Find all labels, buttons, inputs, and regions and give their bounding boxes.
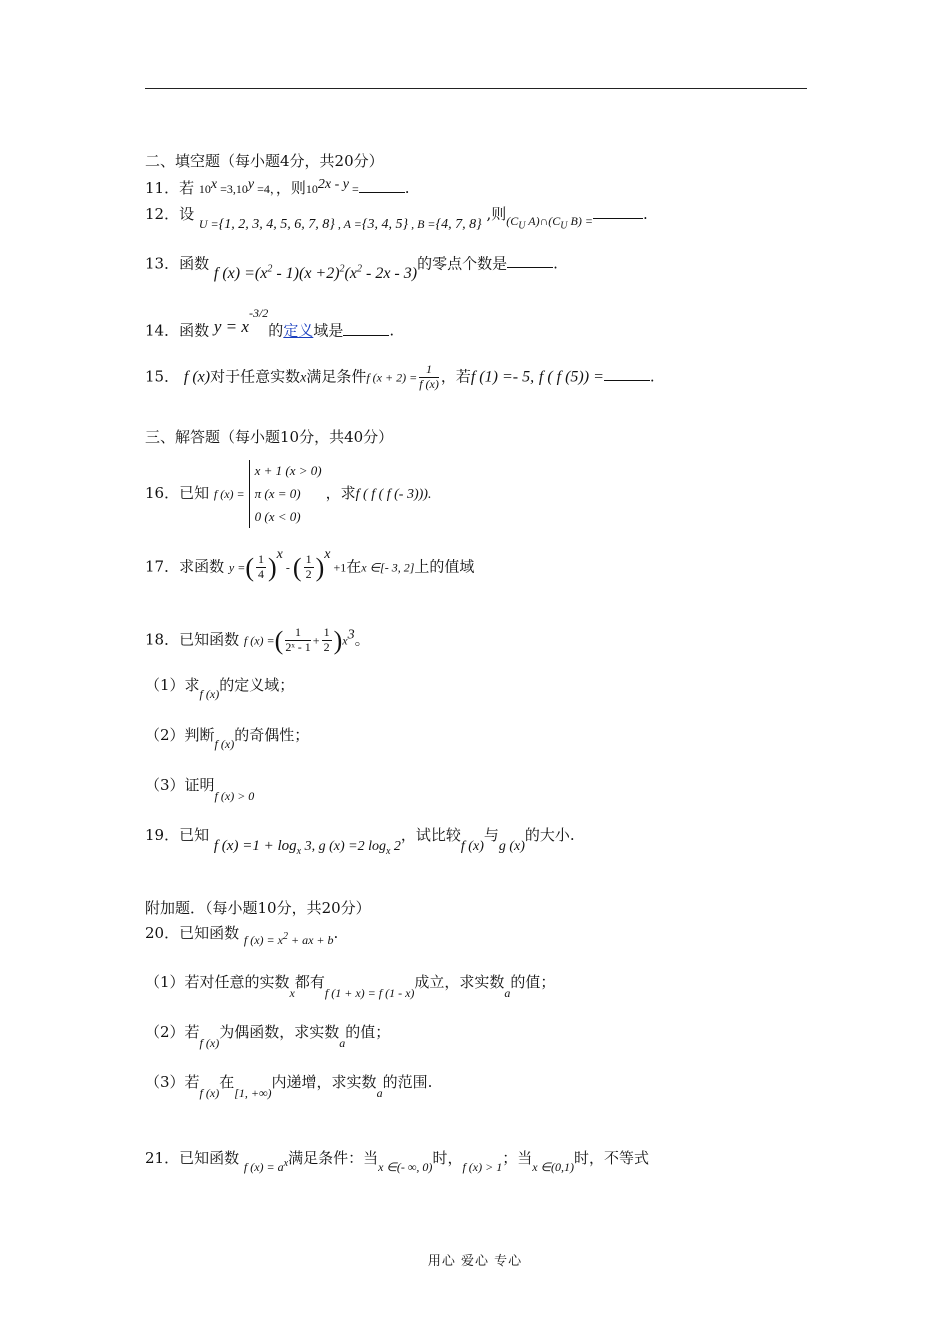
question-20: 20．已知函数 $_{f (x) = x^2 + ax + b}$. [145,924,339,947]
question-21: 21．已知函数 $_{f (x) = a^x}$满足条件：当$_{x \in(- \infty, 0)}$时，$_{f (x) > 1}$；当$_{x \in(0,1)}$时，不等式 [145,1149,650,1174]
question-18-part-2: （2）判断$_{f (x)}$的奇偶性； [145,726,310,751]
question-18: 18．已知函数 f (x) =( $\frac{1}{\text{2ˣ - 1}}$ + $\frac{1}{2}$ )$x^3$。 [145,625,370,655]
question-18-part-1: （1）求$_{f (x)}$的定义域； [145,676,295,701]
section-heading: 附加题．（每小题10分，共20分） [145,899,371,917]
page-footer: 用心 爱心 专心 [427,1254,523,1269]
answer-blank[interactable] [343,323,389,336]
answer-blank[interactable] [507,255,553,268]
question-15: 15． f (x)对于任意实数x满足条件f (x + 2) = $\frac{1}{f (x)}$ ，若f (1) =- 5, f ( f (5)) = . [145,362,655,391]
section-heading: 二、填空题（每小题4分，共20分） [145,152,384,170]
question-14: 14．函数 $y = x^{-3/2}$的定义域是 . [145,306,395,340]
piecewise-cases: x + 1 (x > 0) π (x = 0) 0 (x < 0) [249,460,322,528]
answer-blank[interactable] [604,368,650,381]
answer-blank[interactable] [593,206,643,219]
question-17: 17．求函数 y =( $\frac{1}{4}$ )$^x$ - ( $\frac{1}{2}$ )$^x$ +1在x ∈[- 3, 2]上的值域 [145,546,475,582]
section-heading: 三、解答题（每小题10分，共40分） [145,428,394,446]
definition-link[interactable]: 定义 [283,321,314,340]
question-18-part-3: （3）证明$_{f (x) > 0}$ [145,776,255,803]
question-20-part-1: （1）若对任意的实数$_x$都有$_{f (1 + x) = f (1 - x)}$成立，求实数$_a$的值； [145,973,556,1000]
header-rule [145,88,807,89]
question-11: 11．若 $10^x =3,10^y =4$，，则$10^{2x - y}$ = . [145,177,410,197]
question-20-part-3: （3）若$_{f (x)}$在$_{[1, +\infty)}$内递增，求实数$_a$的范围. [145,1073,433,1100]
question-20-part-2: （2）若$_{f (x)}$为偶函数，求实数$_a$的值； [145,1023,391,1050]
question-13: 13．函数 f $(x) =(x^2 - 1)(x +2)^2(x^2 - 2x - 3)$的零点个数是 . [145,254,558,283]
question-19: 19．已知 f $(x) =1 + \log_x 3$, g (x) =2 $\log_x 2$，试比较f (x)与g (x)的大小. [145,826,575,857]
question-12: 12．设 $_{U =\{1, 2, 3, 4, 5, 6, 7, 8\} , A =\{3, 4, 5\} , B =\{4, 7, 8\}}$ ,则$_{(C_U A)\cap(C_U B) =}$ . [145,205,648,232]
answer-blank[interactable] [359,180,405,193]
question-16: 16．已知 f (x) = x + 1 (x > 0) π (x = 0) 0 (x < 0) ，求f ( f ( f (- 3))). [145,460,431,528]
